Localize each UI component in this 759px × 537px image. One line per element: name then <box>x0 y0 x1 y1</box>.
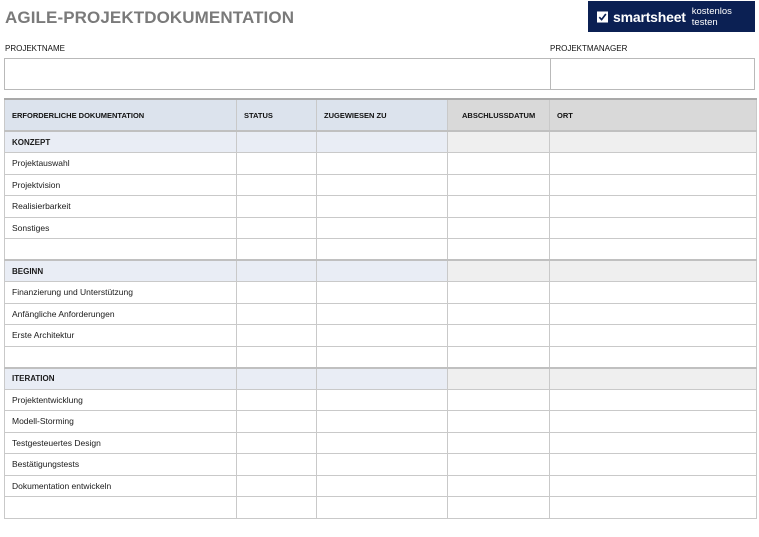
smartsheet-trial-button[interactable] <box>588 1 755 32</box>
completion-date-cell[interactable] <box>448 454 550 476</box>
status-cell[interactable] <box>237 475 317 497</box>
status-cell[interactable] <box>237 325 317 347</box>
location-cell[interactable] <box>550 475 757 497</box>
table-row <box>5 475 757 497</box>
documentation-cell[interactable]: Realisierbarkeit <box>5 196 237 218</box>
documentation-cell[interactable]: Projektvision <box>5 174 237 196</box>
section-cell <box>448 260 550 282</box>
assigned-to-cell[interactable] <box>317 411 448 433</box>
table-row <box>5 174 757 196</box>
assigned-to-cell[interactable] <box>317 217 448 239</box>
documentation-cell[interactable]: Anfängliche Anforderungen <box>5 303 237 325</box>
section-cell <box>550 368 757 390</box>
assigned-to-cell[interactable] <box>317 475 448 497</box>
location-cell[interactable] <box>550 432 757 454</box>
assigned-to-cell[interactable] <box>317 196 448 218</box>
status-cell[interactable] <box>237 303 317 325</box>
documentation-cell[interactable] <box>5 497 237 519</box>
column-header-completion-date: ABSCHLUSSDATUM <box>448 99 550 131</box>
assigned-to-cell[interactable] <box>317 239 448 261</box>
location-cell[interactable] <box>550 196 757 218</box>
project-manager-label: PROJEKTMANAGER <box>550 44 628 53</box>
table-body <box>5 131 757 518</box>
completion-date-cell[interactable] <box>448 282 550 304</box>
status-cell[interactable] <box>237 282 317 304</box>
documentation-cell[interactable]: Dokumentation entwickeln <box>5 475 237 497</box>
location-cell[interactable] <box>550 217 757 239</box>
documentation-cell[interactable]: Finanzierung und Unterstützung <box>5 282 237 304</box>
status-cell[interactable] <box>237 174 317 196</box>
assigned-to-cell[interactable] <box>317 303 448 325</box>
status-cell[interactable] <box>237 153 317 175</box>
column-header-location: ORT <box>550 99 757 131</box>
documentation-cell[interactable]: Projektentwicklung <box>5 389 237 411</box>
table-row <box>5 153 757 175</box>
assigned-to-cell[interactable] <box>317 174 448 196</box>
location-cell[interactable] <box>550 325 757 347</box>
page-title: AGILE-PROJEKTDOKUMENTATION <box>5 8 295 27</box>
section-cell <box>448 131 550 153</box>
project-name-label: PROJEKTNAME <box>5 44 66 53</box>
section-cell <box>237 131 317 153</box>
project-info-box <box>4 58 755 90</box>
section-cell <box>448 368 550 390</box>
location-cell[interactable] <box>550 303 757 325</box>
section-title: BEGINN <box>5 260 237 282</box>
location-cell[interactable] <box>550 174 757 196</box>
documentation-table <box>4 98 757 519</box>
completion-date-cell[interactable] <box>448 303 550 325</box>
table-row <box>5 411 757 433</box>
logo-brand-text: smartsheet <box>613 8 686 25</box>
status-cell[interactable] <box>237 196 317 218</box>
status-cell[interactable] <box>237 411 317 433</box>
table-row <box>5 346 757 368</box>
assigned-to-cell[interactable] <box>317 389 448 411</box>
location-cell[interactable] <box>550 411 757 433</box>
status-cell[interactable] <box>237 239 317 261</box>
section-title: KONZEPT <box>5 131 237 153</box>
documentation-cell[interactable]: Sonstiges <box>5 217 237 239</box>
documentation-cell[interactable]: Projektauswahl <box>5 153 237 175</box>
column-header-assigned-to: ZUGEWIESEN ZU <box>317 99 448 131</box>
completion-date-cell[interactable] <box>448 411 550 433</box>
column-header-documentation: ERFORDERLICHE DOKUMENTATION <box>5 99 237 131</box>
table-row <box>5 196 757 218</box>
project-name-field[interactable] <box>5 59 551 89</box>
table-row <box>5 325 757 347</box>
project-manager-field[interactable] <box>551 59 754 89</box>
assigned-to-cell[interactable] <box>317 153 448 175</box>
assigned-to-cell[interactable] <box>317 432 448 454</box>
documentation-cell[interactable] <box>5 346 237 368</box>
completion-date-cell[interactable] <box>448 196 550 218</box>
section-title: ITERATION <box>5 368 237 390</box>
location-cell[interactable] <box>550 454 757 476</box>
status-cell[interactable] <box>237 454 317 476</box>
completion-date-cell[interactable] <box>448 475 550 497</box>
assigned-to-cell[interactable] <box>317 346 448 368</box>
completion-date-cell[interactable] <box>448 432 550 454</box>
documentation-cell[interactable]: Erste Architektur <box>5 325 237 347</box>
documentation-cell[interactable]: Testgesteuertes Design <box>5 432 237 454</box>
smartsheet-logo-icon <box>597 11 608 23</box>
completion-date-cell[interactable] <box>448 217 550 239</box>
location-cell[interactable] <box>550 497 757 519</box>
section-row <box>5 368 757 390</box>
status-cell[interactable] <box>237 217 317 239</box>
section-row <box>5 131 757 153</box>
documentation-cell[interactable] <box>5 239 237 261</box>
location-cell[interactable] <box>550 153 757 175</box>
status-cell[interactable] <box>237 389 317 411</box>
table-row <box>5 303 757 325</box>
table-row <box>5 389 757 411</box>
table-row <box>5 282 757 304</box>
logo-cta-text: kostenlos testen <box>691 5 732 28</box>
table-header-row <box>5 99 757 131</box>
table-row <box>5 432 757 454</box>
table-row <box>5 454 757 476</box>
table-row <box>5 239 757 261</box>
section-cell <box>317 131 448 153</box>
location-cell[interactable] <box>550 239 757 261</box>
status-cell[interactable] <box>237 432 317 454</box>
status-cell[interactable] <box>237 346 317 368</box>
section-cell <box>237 260 317 282</box>
table-row <box>5 217 757 239</box>
completion-date-cell[interactable] <box>448 153 550 175</box>
location-cell[interactable] <box>550 346 757 368</box>
status-cell[interactable] <box>237 497 317 519</box>
completion-date-cell[interactable] <box>448 325 550 347</box>
documentation-cell[interactable]: Bestätigungstests <box>5 454 237 476</box>
assigned-to-cell[interactable] <box>317 454 448 476</box>
location-cell[interactable] <box>550 282 757 304</box>
section-cell <box>317 368 448 390</box>
section-cell <box>317 260 448 282</box>
section-cell <box>237 368 317 390</box>
section-row <box>5 260 757 282</box>
completion-date-cell[interactable] <box>448 346 550 368</box>
completion-date-cell[interactable] <box>448 174 550 196</box>
assigned-to-cell[interactable] <box>317 497 448 519</box>
completion-date-cell[interactable] <box>448 389 550 411</box>
section-cell <box>550 131 757 153</box>
assigned-to-cell[interactable] <box>317 282 448 304</box>
location-cell[interactable] <box>550 389 757 411</box>
documentation-cell[interactable]: Modell-Storming <box>5 411 237 433</box>
section-cell <box>550 260 757 282</box>
completion-date-cell[interactable] <box>448 239 550 261</box>
assigned-to-cell[interactable] <box>317 325 448 347</box>
completion-date-cell[interactable] <box>448 497 550 519</box>
table-row <box>5 497 757 519</box>
column-header-status: STATUS <box>237 99 317 131</box>
